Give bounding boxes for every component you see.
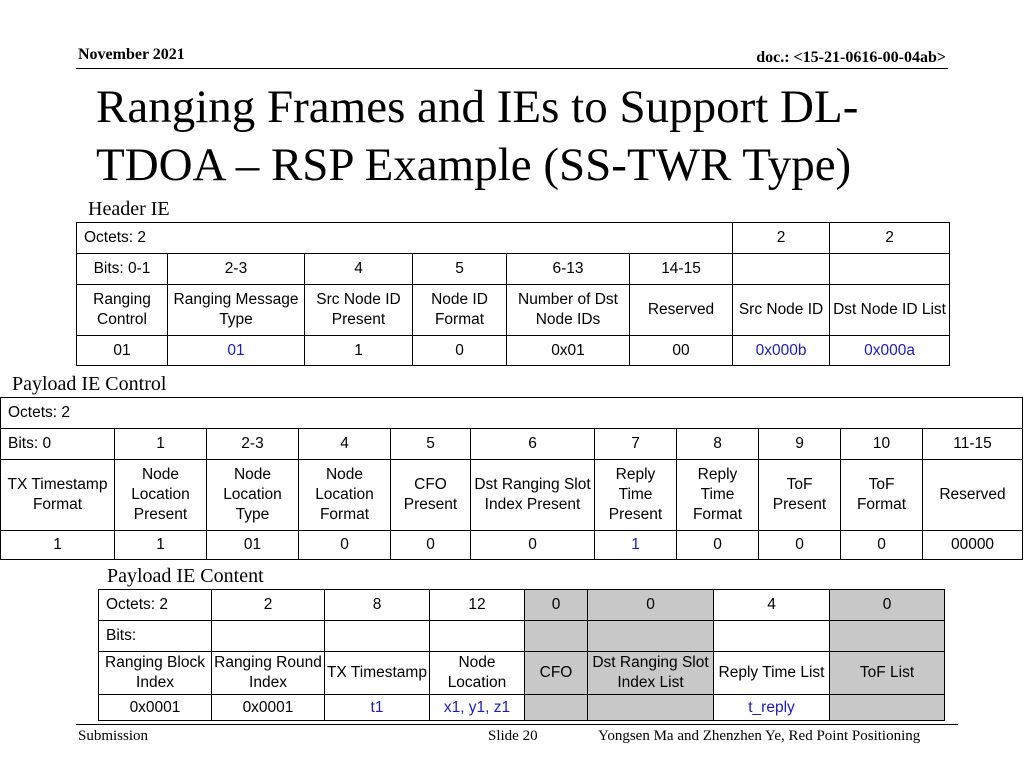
table-cell bbox=[588, 621, 714, 652]
payload-ie-control-label: Payload IE Control bbox=[12, 373, 167, 395]
table-cell: Bits: 0-1 bbox=[77, 254, 168, 285]
table-row bbox=[77, 336, 950, 366]
table-cell: Number of Dst Node IDs bbox=[507, 285, 630, 336]
table-cell: Node Location Present bbox=[115, 460, 207, 531]
table-cell: CFO Present bbox=[391, 460, 471, 531]
table-cell: Ranging Block Index bbox=[99, 652, 212, 695]
table-row bbox=[99, 590, 945, 621]
table-cell: Node ID Format bbox=[413, 285, 507, 336]
table-cell: 0x0001 bbox=[212, 695, 325, 721]
table-cell: 01 bbox=[77, 336, 168, 366]
table-cell: Bits: 0 bbox=[1, 429, 115, 460]
table-cell: 14-15 bbox=[630, 254, 733, 285]
table-cell: 4 bbox=[299, 429, 391, 460]
footer-slide-number: Slide 20 bbox=[488, 728, 538, 744]
table-cell bbox=[212, 621, 325, 652]
table-cell: 0x01 bbox=[507, 336, 630, 366]
table-row bbox=[77, 285, 950, 336]
table-cell: 8 bbox=[677, 429, 759, 460]
table-cell: Src Node ID Present bbox=[305, 285, 413, 336]
table-cell: ToF List bbox=[830, 652, 945, 695]
table-cell: Octets: 2 bbox=[99, 590, 212, 621]
footer-authors: Yongsen Ma and Zhenzhen Ye, Red Point Positioning bbox=[598, 728, 921, 744]
footer-divider bbox=[76, 724, 958, 725]
table-cell: 0 bbox=[677, 531, 759, 560]
table-cell: Node Location Format bbox=[299, 460, 391, 531]
table-cell: 0x000b bbox=[733, 336, 830, 366]
table-cell bbox=[830, 621, 945, 652]
header-date: November 2021 bbox=[78, 46, 185, 63]
table-cell: TX Timestamp Format bbox=[1, 460, 115, 531]
table-cell: 8 bbox=[325, 590, 430, 621]
table-cell: 01 bbox=[207, 531, 299, 560]
table-cell bbox=[830, 695, 945, 721]
table-cell: ToF Format bbox=[841, 460, 923, 531]
table-cell: t_reply bbox=[714, 695, 830, 721]
table-cell: 0 bbox=[830, 590, 945, 621]
payload-ie-content-table bbox=[98, 589, 945, 721]
table-cell: 7 bbox=[595, 429, 677, 460]
table-cell: 1 bbox=[305, 336, 413, 366]
payload-ie-control-table bbox=[0, 397, 1023, 560]
table-cell: 1 bbox=[115, 429, 207, 460]
table-cell: Node Location bbox=[430, 652, 525, 695]
table-cell: 0 bbox=[525, 590, 588, 621]
table-cell: 0 bbox=[413, 336, 507, 366]
table-cell: Octets: 2 bbox=[77, 223, 733, 254]
table-cell: t1 bbox=[325, 695, 430, 721]
table-cell: 0 bbox=[759, 531, 841, 560]
table-cell: 1 bbox=[115, 531, 207, 560]
table-cell: Dst Ranging Slot Index Present bbox=[471, 460, 595, 531]
table-row bbox=[1, 531, 1023, 560]
table-cell: 0 bbox=[391, 531, 471, 560]
table-cell: 01 bbox=[168, 336, 305, 366]
table-row bbox=[1, 429, 1023, 460]
table-cell: Src Node ID bbox=[733, 285, 830, 336]
table-cell: ToF Present bbox=[759, 460, 841, 531]
table-row bbox=[99, 621, 945, 652]
table-cell bbox=[325, 621, 430, 652]
table-cell: 11-15 bbox=[923, 429, 1023, 460]
table-cell: 4 bbox=[305, 254, 413, 285]
table-cell: Reply Time Present bbox=[595, 460, 677, 531]
table-cell: Dst Node ID List bbox=[830, 285, 950, 336]
table-cell: Octets: 2 bbox=[1, 398, 1023, 429]
table-row bbox=[77, 254, 950, 285]
table-cell: 5 bbox=[413, 254, 507, 285]
table-cell: Node Location Type bbox=[207, 460, 299, 531]
table-cell: 0 bbox=[588, 590, 714, 621]
footer-submission: Submission bbox=[78, 728, 149, 744]
slide-title-line-1: Ranging Frames and IEs to Support DL- bbox=[96, 81, 859, 133]
table-cell: 0 bbox=[299, 531, 391, 560]
table-cell: 00 bbox=[630, 336, 733, 366]
slide-title bbox=[96, 78, 976, 194]
header-ie-label: Header IE bbox=[88, 198, 170, 220]
table-cell bbox=[430, 621, 525, 652]
table-cell: x1, y1, z1 bbox=[430, 695, 525, 721]
table-cell: Dst Ranging Slot Index List bbox=[588, 652, 714, 695]
table-cell: 1 bbox=[595, 531, 677, 560]
table-cell: 6 bbox=[471, 429, 595, 460]
table-row bbox=[1, 460, 1023, 531]
table-cell: 00000 bbox=[923, 531, 1023, 560]
payload-ie-content-label: Payload IE Content bbox=[107, 565, 264, 587]
table-cell: Reserved bbox=[923, 460, 1023, 531]
table-cell: Ranging Round Index bbox=[212, 652, 325, 695]
table-cell: Reply Time Format bbox=[677, 460, 759, 531]
table-cell: Reserved bbox=[630, 285, 733, 336]
table-cell bbox=[733, 254, 830, 285]
header-ie-table bbox=[76, 222, 950, 366]
table-cell: 12 bbox=[430, 590, 525, 621]
table-cell: 6-13 bbox=[507, 254, 630, 285]
table-row bbox=[77, 223, 950, 254]
table-cell: 5 bbox=[391, 429, 471, 460]
table-row bbox=[1, 398, 1023, 429]
table-cell: 0 bbox=[471, 531, 595, 560]
slide-title-line-2: TDOA – RSP Example (SS-TWR Type) bbox=[96, 139, 852, 191]
table-cell: Bits: bbox=[99, 621, 212, 652]
table-cell: 2 bbox=[733, 223, 830, 254]
table-cell: 1 bbox=[1, 531, 115, 560]
table-cell: Ranging Message Type bbox=[168, 285, 305, 336]
table-cell: 4 bbox=[714, 590, 830, 621]
table-cell: 2-3 bbox=[207, 429, 299, 460]
table-cell: Ranging Control bbox=[77, 285, 168, 336]
table-cell: 10 bbox=[841, 429, 923, 460]
table-cell: 2-3 bbox=[168, 254, 305, 285]
table-cell bbox=[714, 621, 830, 652]
header-doc-id: doc.: <15-21-0616-00-04ab> bbox=[756, 49, 946, 66]
table-cell bbox=[525, 695, 588, 721]
table-cell bbox=[830, 254, 950, 285]
table-cell: 9 bbox=[759, 429, 841, 460]
table-cell: 0x0001 bbox=[99, 695, 212, 721]
table-cell: Reply Time List bbox=[714, 652, 830, 695]
header-divider bbox=[76, 68, 948, 69]
table-cell: 2 bbox=[830, 223, 950, 254]
table-cell bbox=[588, 695, 714, 721]
table-cell: TX Timestamp bbox=[325, 652, 430, 695]
table-cell: 0x000a bbox=[830, 336, 950, 366]
table-row bbox=[99, 695, 945, 721]
table-cell bbox=[525, 621, 588, 652]
table-cell: 0 bbox=[841, 531, 923, 560]
table-cell: 2 bbox=[212, 590, 325, 621]
table-cell: CFO bbox=[525, 652, 588, 695]
table-row bbox=[99, 652, 945, 695]
